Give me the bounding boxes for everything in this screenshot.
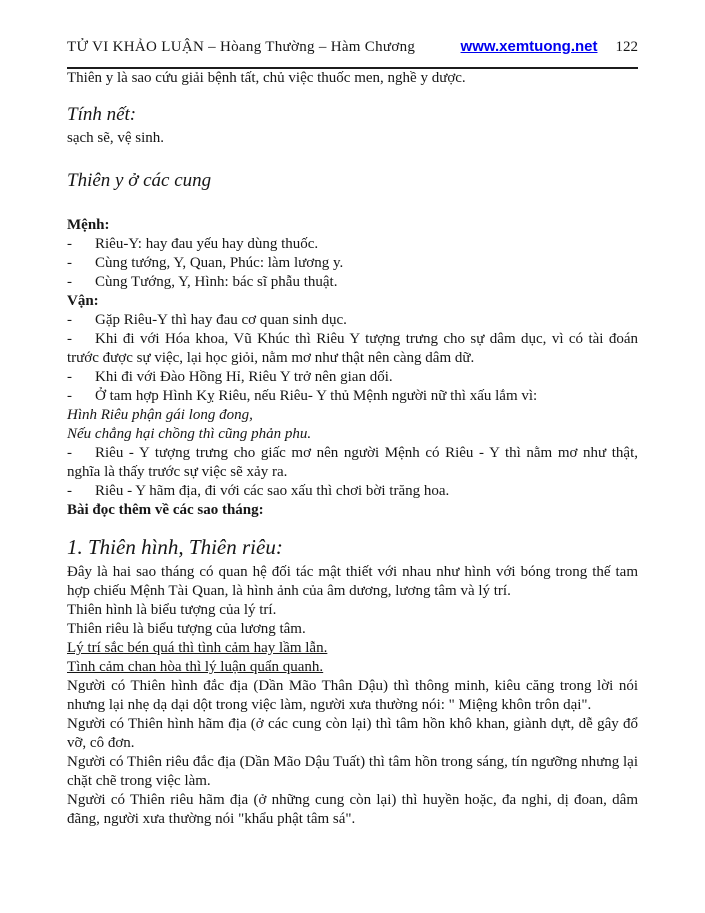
list-item: [67, 482, 638, 501]
list-item-text: Riêu - Y hãm địa, đi với các sao xấu thì chơi bời trăng hoa.: [95, 483, 450, 499]
dash-bullet: -: [67, 312, 72, 328]
list-item: [67, 235, 638, 254]
list-item: [67, 330, 638, 368]
heading-section-1: 1. Thiên hình, Thiên riêu:: [67, 535, 283, 559]
list-item-text: Riêu-Y: hay đau yếu hay dùng thuốc.: [95, 236, 319, 252]
verse-line: Nếu chẳng hại chồng thì cũng phản phu.: [67, 426, 312, 442]
verse-line: Hình Riêu phận gái long đong,: [67, 407, 253, 423]
list-item: [67, 368, 638, 387]
list-item-text: Cùng Tướng, Y, Hình: bác sĩ phẫu thuật.: [95, 274, 338, 290]
dash-bullet: -: [67, 236, 72, 252]
list-item-text: Gặp Riêu-Y thì hay đau cơ quan sinh dục.: [95, 312, 347, 328]
dash-bullet: -: [67, 388, 72, 404]
paragraph: Thiên riêu là biểu tượng của lương tâm.: [67, 621, 306, 637]
paragraph-underlined: Tình cảm chan hòa thì lý luận quẩn quanh.: [67, 659, 324, 675]
list-item: [67, 444, 638, 482]
site-link[interactable]: www.xemtuong.net: [460, 38, 598, 55]
heading-bai-doc: Bài đọc thêm về các sao tháng:: [67, 502, 264, 518]
dash-bullet: -: [67, 483, 72, 499]
heading-tinh-net: Tính nết:: [67, 104, 137, 125]
list-item-text: Ở tam hợp Hình Kỵ Riêu, nếu Riêu- Y thủ Mệnh người nữ thì xấu lắm vì:: [95, 388, 538, 404]
tinh-net-body: sạch sẽ, vệ sinh.: [67, 130, 165, 146]
heading-thien-y-cung: Thiên y ở các cung: [67, 170, 212, 191]
dash-bullet: -: [67, 274, 72, 290]
intro-paragraph: Thiên y là sao cứu giải bệnh tất, chủ việc thuốc men, nghề y dược.: [67, 70, 466, 86]
dash-bullet: -: [67, 331, 72, 347]
paragraph: Người có Thiên riêu đắc địa (Dần Mão Dậu Tuất) thì tâm hồn trong sáng, tín ngưỡng nhưng lại chặt chẽ trong việc làm.: [67, 754, 638, 789]
list-item: [67, 311, 638, 330]
list-item: [67, 387, 638, 406]
list-item-text: Cùng tướng, Y, Quan, Phúc: làm lương y.: [95, 255, 344, 271]
van-label: Vận:: [67, 293, 99, 309]
dash-bullet: -: [67, 255, 72, 271]
paragraph: Thiên hình là biểu tượng của lý trí.: [67, 602, 277, 618]
list-item: [67, 273, 638, 292]
paragraph: Người có Thiên hình hãm địa (ở các cung còn lại) thì tâm hồn khô khan, giành dựt, dễ gây đổ vỡ, cô đơn.: [67, 716, 638, 751]
page-body: [67, 69, 638, 829]
list-item-text: Riêu - Y tượng trưng cho giấc mơ nên người Mệnh có Riêu - Y thì nằm mơ như thật, nghĩa là thấy trước sự việc sẽ xảy ra.: [67, 445, 638, 480]
paragraph-underlined: Lý trí sắc bén quá thì tình cảm hay lầm lẫn.: [67, 640, 328, 656]
header-right: [461, 38, 638, 56]
dash-bullet: -: [67, 369, 72, 385]
book-title: TỬ VI KHẢO LUẬN – Hòang Thường – Hàm Chương: [67, 39, 416, 55]
paragraph: Người có Thiên riêu hãm địa (ở những cung còn lại) thì huyền hoặc, đa nghi, dị đoan, dâm đãng, người xưa thường nói "khẩu phật tâm sá".: [67, 792, 638, 827]
list-item-text: Khi đi với Hóa khoa, Vũ Khúc thì Riêu Y tượng trưng cho sự dâm dục, vì có tài đoán trước được sự việc, lại học giỏi, nằm mơ như thật nên càng dâm dữ.: [67, 331, 638, 366]
list-item: [67, 254, 638, 273]
van-list: [67, 311, 638, 501]
menh-list: [67, 235, 638, 292]
list-item-text: Khi đi với Đào Hồng Hỉ, Riêu Y trở nên gian dối.: [95, 369, 393, 385]
dash-bullet: -: [67, 445, 72, 461]
page-header: [67, 38, 638, 69]
menh-label: Mệnh:: [67, 217, 110, 233]
paragraph: Đây là hai sao tháng có quan hệ đối tác mật thiết với nhau như hình với bóng trong thế tam hợp chiếu Mệnh Tài Quan, là hình ảnh của âm dương, lương tâm và lý trí.: [67, 564, 638, 599]
page-number: 122: [615, 39, 638, 55]
paragraph: Người có Thiên hình đắc địa (Dần Mão Thân Dậu) thì thông minh, kiêu căng trong lời nói nhưng lại nhẹ dạ dại dột trong việc làm, người xưa thường nói: " Miệng khôn trôn dại".: [67, 678, 638, 713]
